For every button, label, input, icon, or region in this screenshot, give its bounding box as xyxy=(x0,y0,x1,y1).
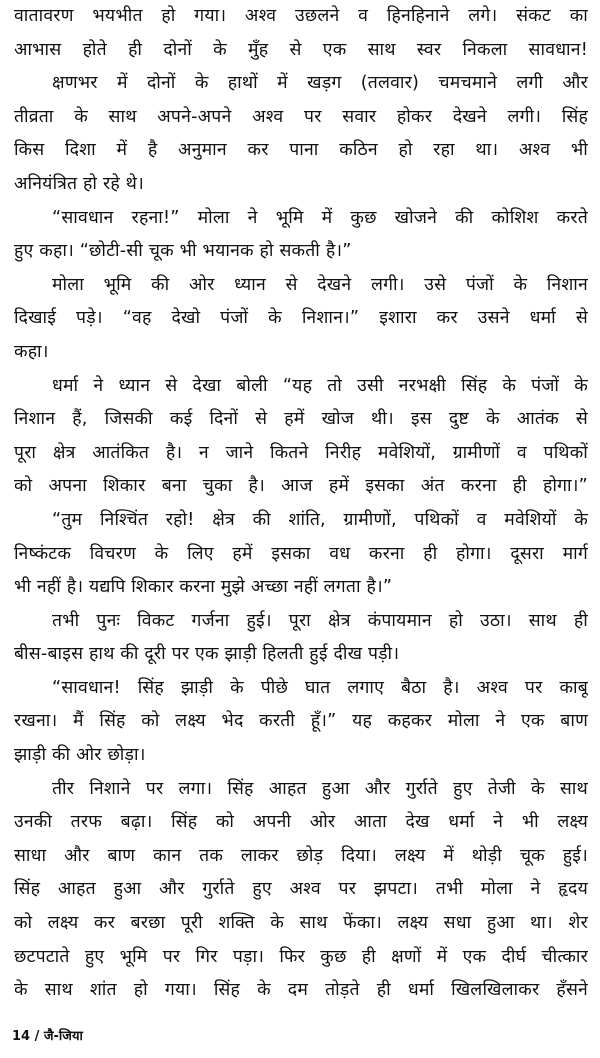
text-line: छटपटाते हुए भूमि पर गिर पड़ा। फिर कुछ ही क्षणों में एक दीर्घ चीत्कार xyxy=(14,946,588,967)
text-line: रखना। मैं सिंह को लक्ष्य भेद करती हूँ।” यह कहकर मोला ने एक बाण xyxy=(14,711,588,732)
paragraph-end-line: हुए कहा। “छोटी-सी चूक भी भयानक हो सकती है।” xyxy=(14,241,352,262)
text-line: निशान हैं, जिसकी कई दिनों से हमें खोज थी। इस दुष्ट के आतंक से xyxy=(14,409,588,430)
text-line: साधा और बाण कान तक लाकर छोड़ दिया। लक्ष्य में थोड़ी चूक हुई। xyxy=(14,845,588,866)
text-line: के साथ शांत हो गया। सिंह के दम तोड़ते ही धर्मा खिलखिलाकर हँसने xyxy=(14,980,588,1001)
paragraph-start-line: “सावधान! सिंह झाड़ी के पीछे घात लगाए बैठा है। अश्व पर काबू xyxy=(52,677,588,698)
body-text xyxy=(14,0,588,1008)
text-line: दिखाई पड़े। “वह देखो पंजों के निशान।” इशारा कर उसने धर्मा से xyxy=(14,308,588,329)
paragraph-end-line: बीस-बाइस हाथ की दूरी पर एक झाड़ी हिलती हुई दीख पड़ी। xyxy=(14,644,400,665)
text-line: को लक्ष्य कर बरछा पूरी शक्ति के साथ फेंका। लक्ष्य सधा हुआ था। शेर xyxy=(14,913,588,934)
paragraph-start-line: मोला भूमि की ओर ध्यान से देखने लगी। उसे पंजों के निशान xyxy=(52,274,588,295)
text-line: किस दिशा में है अनुमान कर पाना कठिन हो रहा था। अश्व भी xyxy=(14,140,588,161)
paragraph-end-line: झाड़ी की ओर छोड़ा। xyxy=(14,745,146,766)
text-line: वातावरण भयभीत हो गया। अश्व उछलने व हिनहिनाने लगे। संकट का xyxy=(14,6,588,26)
text-line: तीव्रता के साथ अपने-अपने अश्व पर सवार होकर देखने लगी। सिंह xyxy=(14,106,588,127)
text-line: सिंह आहत हुआ और गुर्राते हुए अश्व पर झपटा। तभी मोला ने हृदय xyxy=(14,879,588,900)
text-line: निष्कंटक विचरण के लिए हमें इसका वध करना ही होगा। दूसरा मार्ग xyxy=(14,543,588,564)
paragraph-end-line: को अपना शिकार बना चुका है। आज हमें इसका अंत करना ही होगा।” xyxy=(14,476,588,497)
paragraph-end-line: भी नहीं है। यद्यपि शिकार करना मुझे अच्छा नहीं लगता है।” xyxy=(14,577,393,598)
paragraph-start-line: क्षणभर में दोनों के हाथों में खड़ग (तलवार) चमचमाने लगी और xyxy=(52,73,588,94)
paragraph-start-line: धर्मा ने ध्यान से देखा बोली “यह तो उसी नरभक्षी सिंह के पंजों के xyxy=(52,375,588,396)
text-line: पूरा क्षेत्र आतंकित है। न जाने कितने निरीह मवेशियों, ग्रामीणों व पथिकों xyxy=(14,442,588,463)
paragraph-start-line: तभी पुनः विकट गर्जना हुई। पूरा क्षेत्र कंपायमान हो उठा। साथ ही xyxy=(52,610,588,631)
text-line: उनकी तरफ बढ़ा। सिंह को अपनी ओर आता देख धर्मा ने भी लक्ष्य xyxy=(14,812,588,833)
paragraph-start-line: “तुम निश्चिंत रहो! क्षेत्र की शांति, ग्रामीणों, पथिकों व मवेशियों के xyxy=(52,509,588,530)
paragraph-start-line: तीर निशाने पर लगा। सिंह आहत हुआ और गुर्राते हुए तेजी के साथ xyxy=(52,778,588,799)
paragraph-end-line: कहा। xyxy=(14,341,49,362)
page-folio: 14 / जै-जिया xyxy=(12,1029,83,1044)
paragraph-end-line: अनियंत्रित हो रहे थे। xyxy=(14,173,144,194)
paragraph-start-line: “सावधान रहना!” मोला ने भूमि में कुछ खोजने की कोशिश करते xyxy=(52,207,588,228)
text-line: आभास होते ही दोनों के मुँह से एक साथ स्वर निकला सावधान! xyxy=(14,39,588,60)
